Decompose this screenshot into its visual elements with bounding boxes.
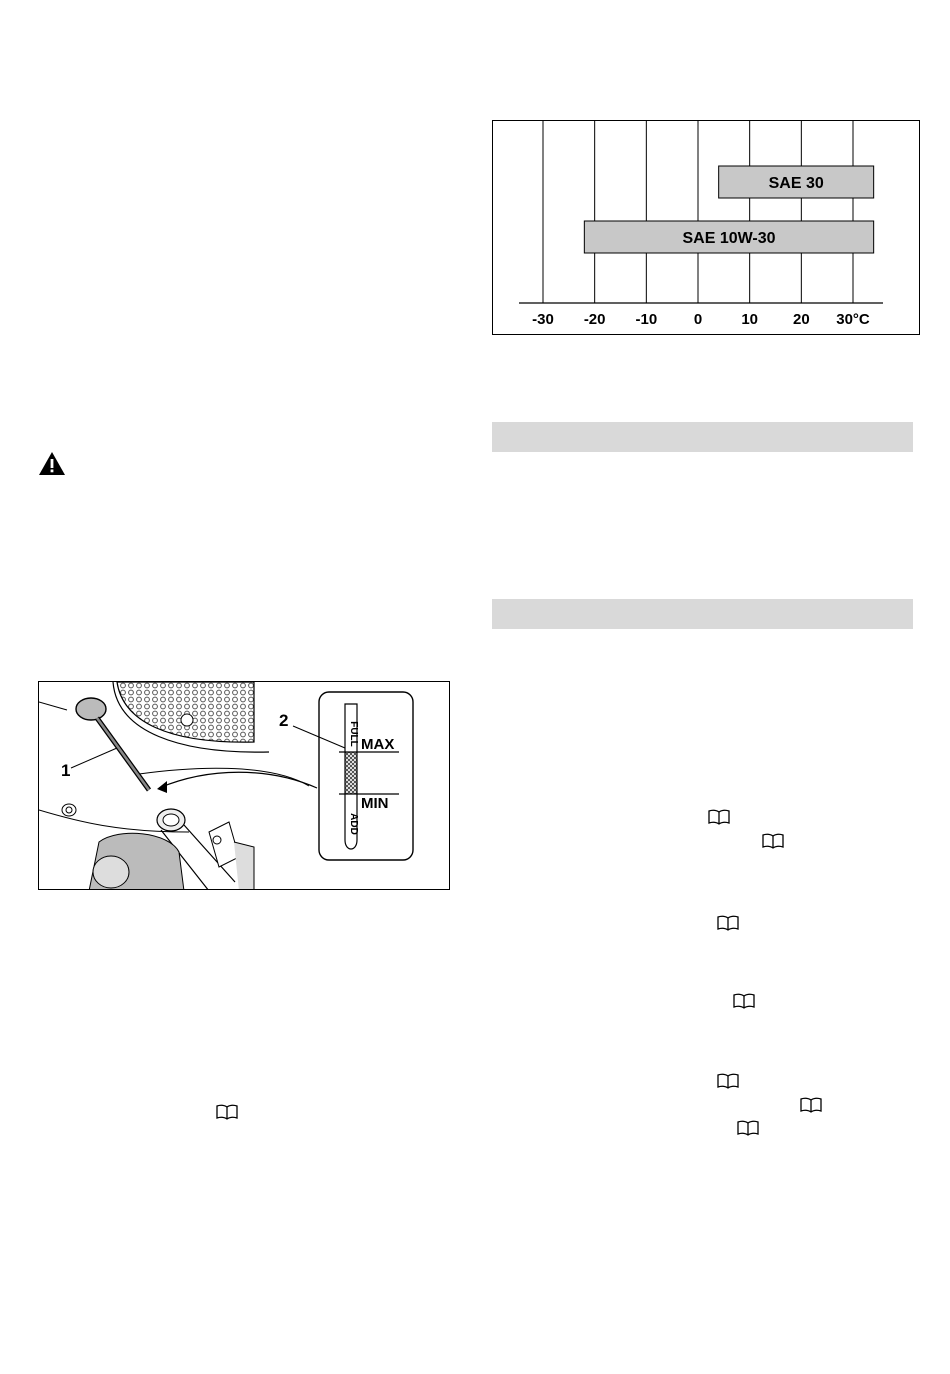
callout-1: 1	[61, 761, 71, 780]
open-book-icon	[717, 915, 739, 931]
bar-label: SAE 30	[768, 175, 824, 192]
x-tick-label: 0	[693, 311, 703, 328]
x-tick-label: -20	[583, 311, 606, 328]
open-book-icon	[737, 1120, 759, 1136]
open-book-icon	[216, 1104, 238, 1120]
x-tick-label: -10	[635, 311, 658, 328]
dipstick-add-label: ADD	[348, 813, 359, 835]
open-book-icon	[762, 833, 784, 849]
open-book-icon	[717, 1073, 739, 1089]
x-tick-label: -30	[532, 311, 554, 328]
oil-viscosity-chart	[492, 120, 920, 335]
x-tick-label: 20	[792, 311, 810, 328]
dipstick-full-label: FULL	[348, 721, 359, 747]
dipstick-max-label: MAX	[361, 736, 395, 753]
section-heading-bar	[492, 599, 913, 629]
x-tick-label: 30°C	[836, 311, 870, 328]
dipstick-min-label: MIN	[361, 795, 389, 812]
x-tick-label: 10	[741, 311, 759, 328]
callout-2: 2	[279, 711, 289, 730]
bar-label: SAE 10W-30	[682, 230, 776, 247]
section-heading-bar	[492, 422, 913, 452]
warning-triangle-icon	[38, 451, 66, 476]
dipstick-figure	[38, 681, 450, 890]
open-book-icon	[733, 993, 755, 1009]
open-book-icon	[800, 1097, 822, 1113]
open-book-icon	[708, 809, 730, 825]
